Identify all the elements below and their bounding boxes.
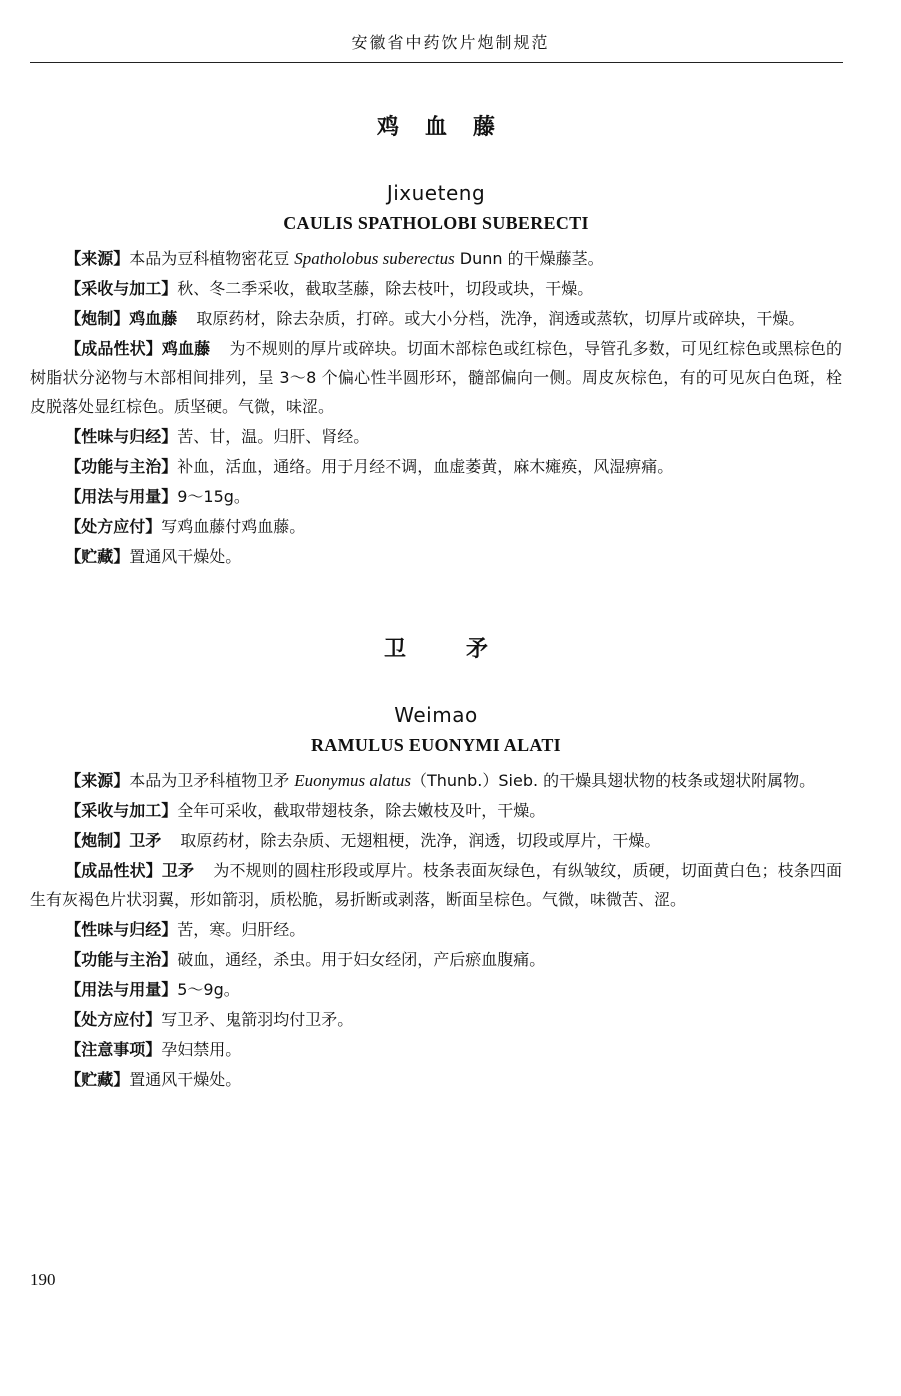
entry-latin-name: RAMULUS EUONYMI ALATI (311, 735, 561, 755)
properties-text: 为不规则的厚片或碎块。切面木部棕色或红棕色，导管孔多数，可见红棕色或黑棕色的树脂状分泌物与木部相间排列，呈 3～8 个偏心性半圆形环，髓部偏向一侧。周皮灰棕色，有的可见灰白色斑，栓皮脱落处显红棕色。质坚硬。气微，味涩。 (30, 339, 842, 416)
dosage-text: 9～15g。 (177, 487, 250, 506)
source-text-pre: 本品为豆科植物密花豆 (129, 249, 295, 268)
header-rule (30, 62, 843, 63)
running-header: 安徽省中药饮片炮制规范 (351, 33, 550, 52)
storage-label: 【贮藏】 (65, 1070, 130, 1089)
function-section (30, 452, 842, 481)
nature-text: 苦，寒。归肝经。 (177, 920, 306, 939)
nature-section (30, 915, 842, 944)
processing-label: 【炮制】 (65, 831, 130, 850)
function-text: 破血，通经，杀虫。用于妇女经闭，产后瘀血腹痛。 (177, 950, 546, 969)
function-text: 补血，活血，通络。用于月经不调，血虚萎黄，麻木瘫痪，风湿痹痛。 (177, 457, 674, 476)
entry-title: 卫矛 (383, 637, 548, 662)
entry-jixueteng (30, 110, 842, 572)
source-species: Euonymus alatus (294, 771, 411, 790)
processing-label: 【炮制】 (65, 309, 130, 328)
storage-text: 置通风干燥处。 (129, 547, 242, 566)
processing-text: 取原药材，除去杂质、无翅粗梗，洗净，润透，切段或厚片，干燥。 (180, 831, 661, 850)
source-label: 【来源】 (65, 771, 130, 790)
properties-section (30, 334, 842, 421)
properties-subtitle: 鸡血藤 (161, 339, 211, 358)
source-text-post: Dunn 的干燥藤茎。 (454, 249, 604, 268)
storage-section (30, 542, 842, 571)
prescription-text: 写鸡血藤付鸡血藤。 (161, 517, 306, 536)
dosage-section (30, 975, 842, 1004)
source-text-pre: 本品为卫矛科植物卫矛 (129, 771, 295, 790)
prescription-section (30, 1005, 842, 1034)
caution-text: 孕妇禁用。 (161, 1040, 242, 1059)
storage-label: 【贮藏】 (65, 547, 130, 566)
properties-label: 【成品性状】 (65, 339, 162, 358)
source-label: 【来源】 (65, 249, 130, 268)
nature-label: 【性味与归经】 (65, 427, 178, 446)
prescription-section (30, 512, 842, 541)
harvest-text: 全年可采收，截取带翅枝条，除去嫩枝及叶，干燥。 (177, 801, 546, 820)
dosage-label: 【用法与用量】 (65, 487, 178, 506)
caution-section (30, 1035, 842, 1064)
entry-title: 鸡血藤 (376, 115, 521, 140)
source-section (30, 766, 842, 795)
page-number: 190 (30, 1270, 56, 1289)
dosage-section (30, 482, 842, 511)
harvest-label: 【采收与加工】 (65, 801, 178, 820)
properties-section (30, 856, 842, 914)
prescription-text: 写卫矛、鬼箭羽均付卫矛。 (161, 1010, 354, 1029)
caution-label: 【注意事项】 (65, 1040, 162, 1059)
nature-text: 苦、甘，温。归肝、肾经。 (177, 427, 370, 446)
harvest-section (30, 274, 842, 303)
properties-subtitle: 卫矛 (161, 861, 195, 880)
source-text-post: （Thunb.）Sieb. 的干燥具翅状物的枝条或翅状附属物。 (410, 771, 816, 790)
dosage-text: 5～9g。 (177, 980, 240, 999)
entry-weimao (30, 632, 842, 1095)
processing-section (30, 304, 842, 333)
processing-subtitle: 卫矛 (129, 831, 162, 850)
properties-label: 【成品性状】 (65, 861, 162, 880)
nature-label: 【性味与归经】 (65, 920, 178, 939)
properties-text: 为不规则的圆柱形段或厚片。枝条表面灰绿色，有纵皱纹，质硬，切面黄白色；枝条四面生有灰褐色片状羽翼，形如箭羽，质松脆，易折断或剥落，断面呈棕色。气微，味微苦、涩。 (30, 861, 842, 909)
entry-pinyin: Jixueteng (386, 181, 486, 205)
function-label: 【功能与主治】 (65, 457, 178, 476)
storage-text: 置通风干燥处。 (129, 1070, 242, 1089)
entry-latin-name: CAULIS SPATHOLOBI SUBERECTI (283, 213, 589, 233)
source-species: Spatholobus suberectus (294, 249, 455, 268)
harvest-text: 秋、冬二季采收，截取茎藤，除去枝叶，切段或块，干燥。 (177, 279, 594, 298)
harvest-section (30, 796, 842, 825)
function-label: 【功能与主治】 (65, 950, 178, 969)
processing-text: 取原药材，除去杂质，打碎。或大小分档，洗净，润透或蒸软，切厚片或碎块，干燥。 (196, 309, 805, 328)
nature-section (30, 422, 842, 451)
processing-subtitle: 鸡血藤 (129, 309, 178, 328)
harvest-label: 【采收与加工】 (65, 279, 178, 298)
storage-section (30, 1065, 842, 1094)
source-section (30, 244, 842, 273)
prescription-label: 【处方应付】 (65, 517, 162, 536)
entry-pinyin: Weimao (394, 703, 478, 727)
processing-section (30, 826, 842, 855)
prescription-label: 【处方应付】 (65, 1010, 162, 1029)
function-section (30, 945, 842, 974)
dosage-label: 【用法与用量】 (65, 980, 178, 999)
